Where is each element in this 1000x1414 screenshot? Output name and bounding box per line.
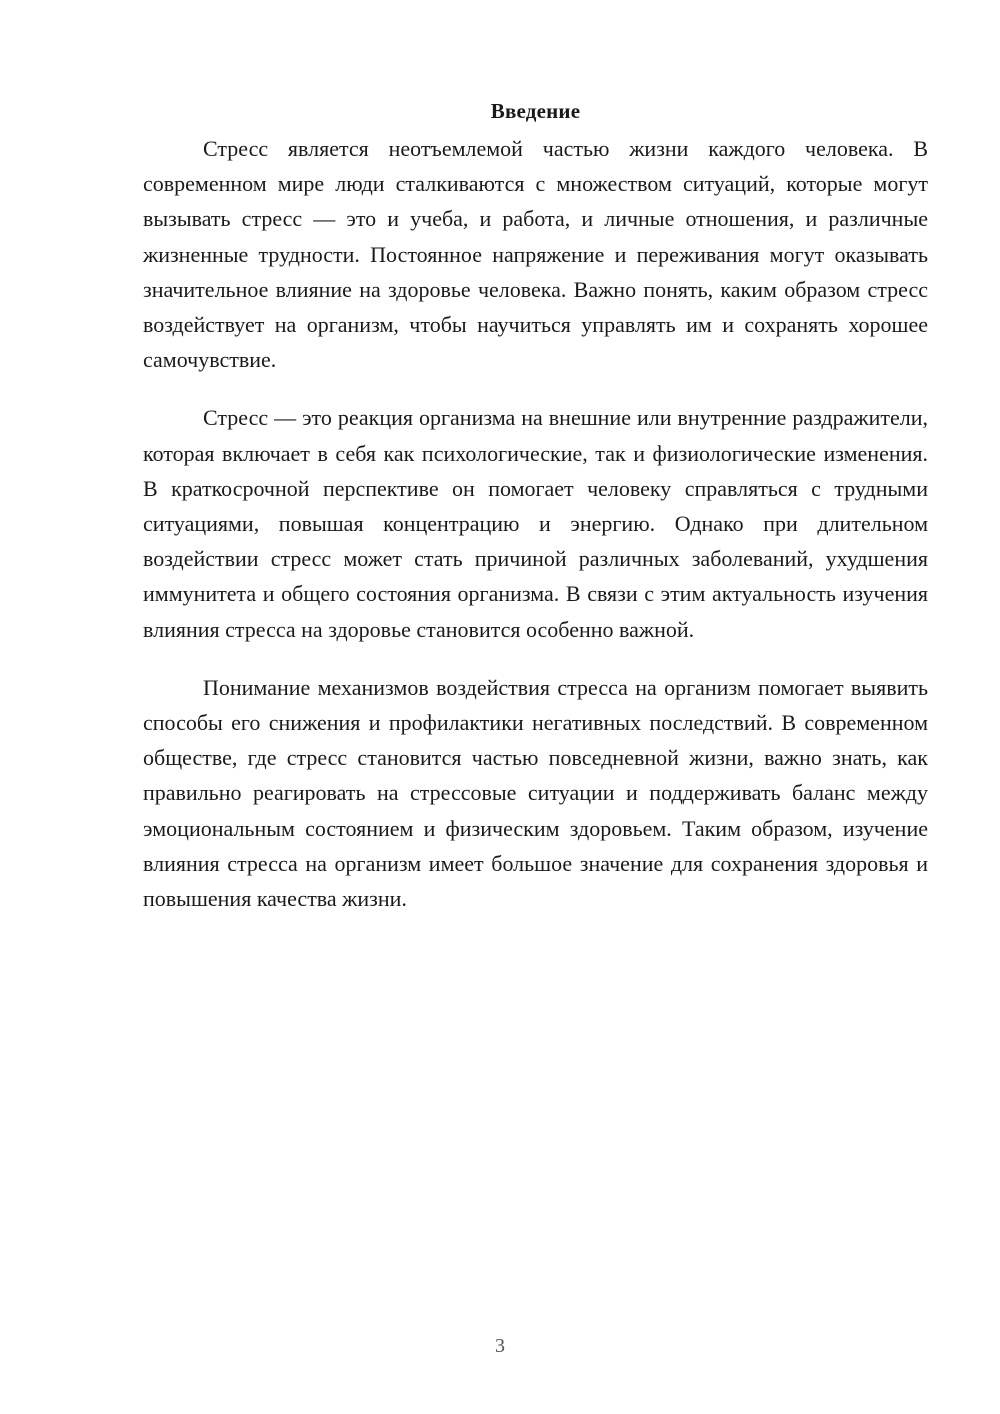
paragraph-1: Стресс является неотъемлемой частью жизни каждого человека. В современном мире люди сталкиваются с множеством ситуаций, которые могут вызывать стресс — это и учеба, и работа, и личные отношения, и различные жизненные трудности. Постоянное напряжение и переживания могут оказывать значительное влияние на здоровье человека. Важно понять, каким образом стресс воздействует на организм, чтобы научиться управлять им и сохранять хорошее самочувствие.: [143, 136, 928, 373]
page-content: [143, 96, 928, 939]
page-number: 3: [495, 1335, 505, 1357]
paragraph-3: Понимание механизмов воздействия стресса на организм помогает выявить способы его снижения и профилактики негативных последствий. В современном обществе, где стресс становится частью повседневной жизни, важно знать, как правильно реагировать на стрессовые ситуации и поддерживать баланс между эмоциональным состоянием и физическим здоровьем. Таким образом, изучение влияния стресса на организм имеет большое значение для сохранения здоровья и повышения качества жизни.: [143, 674, 928, 912]
paragraph-2: Стресс — это реакция организма на внешние или внутренние раздражители, которая включает в себя как психологические, так и физиологические изменения. В краткосрочной перспективе он помогает человеку справляться с трудными ситуациями, повышая концентрацию и энергию. Однако при длительном воздействии стресс может стать причиной различных заболеваний, ухудшения иммунитета и общего состояния организма. В связи с этим актуальность изучения влияния стресса на здоровье становится особенно важной.: [143, 405, 928, 642]
section-heading: Введение: [490, 99, 581, 123]
